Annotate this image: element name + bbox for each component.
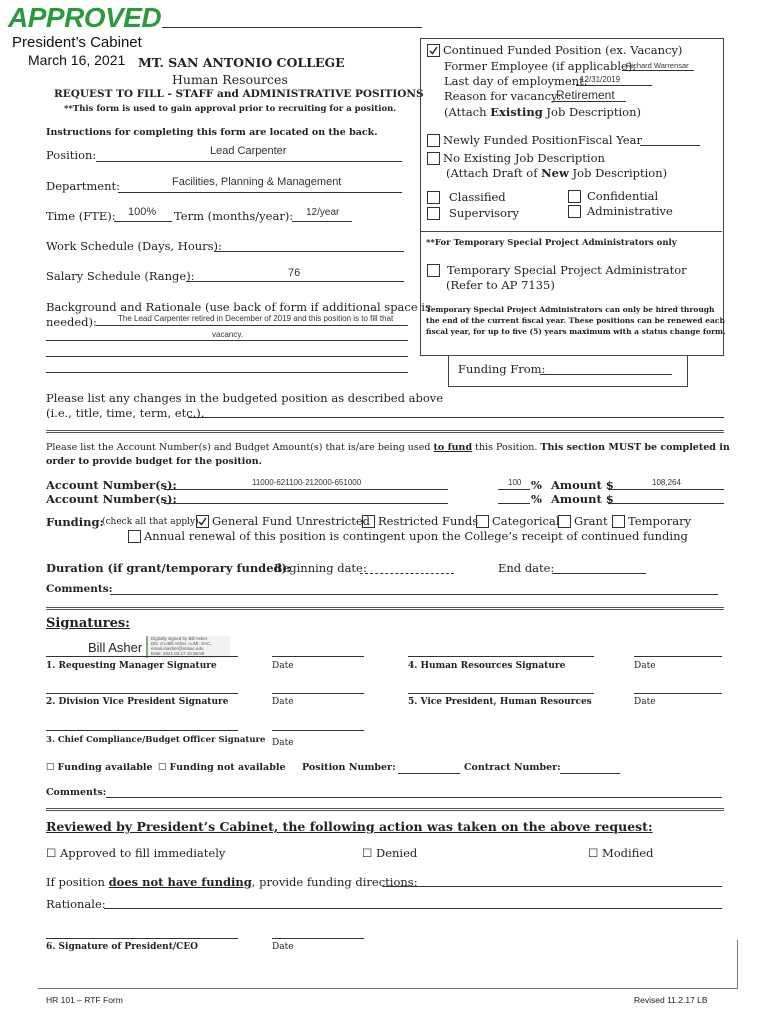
comments-label-1: Comments: [46, 583, 113, 595]
section-divider-1 [46, 430, 724, 433]
temporary-checkbox[interactable] [612, 515, 625, 528]
amount-field-1[interactable] [608, 489, 724, 490]
former-employee-field[interactable] [622, 70, 694, 71]
restricted-funds-label: Restricted Funds [378, 514, 479, 528]
background-value-1: The Lead Carpenter retired in December of 2019 and this position is to fill that [118, 314, 394, 323]
sig2-date-label: Date [272, 697, 294, 707]
account-label-1: Account Number(s): [46, 478, 177, 492]
stamp-underline [162, 27, 422, 28]
sig5-date-line[interactable] [634, 693, 722, 694]
funding-available-option[interactable]: ☐ Funding available [46, 762, 153, 773]
time-field[interactable] [114, 221, 172, 222]
sig5-line[interactable] [408, 693, 594, 694]
form-note: **This form is used to gain approval prior to recruiting for a position. [64, 104, 397, 114]
restricted-funds-option[interactable] [362, 514, 478, 529]
time-value: 100% [128, 206, 157, 218]
digital-line-2: DN: cn=Bill Asher, o=Mt. SAC, [151, 641, 212, 646]
background-label-2: needed): [46, 315, 97, 329]
background-value-2: vacancy. [212, 330, 243, 339]
review-title: Reviewed by President’s Cabinet, the following action was taken on the above request: [46, 819, 653, 834]
term-field[interactable] [292, 221, 352, 222]
comments-field-2[interactable] [106, 797, 722, 798]
background-label-1: Background and Rationale (use back of form if additional space is [46, 300, 431, 314]
sig3-line[interactable] [46, 730, 238, 731]
rationale-label: Rationale: [46, 897, 106, 911]
temp-note-3: fiscal year, for up to five (5) years maximum with a status change form. [426, 327, 726, 336]
categorical-label: Categorical [492, 514, 560, 528]
sig6-date-line[interactable] [272, 938, 364, 939]
supervisory-checkbox[interactable] [427, 207, 440, 220]
no-funding-label: If position does not have funding, provide funding directions: [46, 875, 418, 889]
funding-check-note: (check all that apply) [102, 517, 199, 527]
percent-field-1[interactable] [498, 489, 530, 490]
duration-label: Duration (if grant/temporary funded): [46, 561, 292, 575]
department-name: Human Resources [172, 72, 288, 87]
approved-stamp: APPROVED [8, 2, 162, 33]
department-value: Facilities, Planning & Management [172, 176, 342, 188]
position-number-field[interactable] [398, 773, 460, 774]
digital-line-3: email=basher@mtsac.edu [151, 646, 204, 651]
continued-label: Continued Funded Position (ex. Vacancy) [443, 43, 683, 57]
background-field-3[interactable] [46, 356, 408, 357]
no-existing-checkbox[interactable] [427, 152, 440, 165]
department-label: Department: [46, 179, 120, 193]
restricted-funds-checkbox[interactable] [362, 515, 375, 528]
position-number-label: Position Number: [302, 762, 396, 773]
amount-field-2[interactable] [608, 503, 724, 504]
general-fund-checkbox[interactable] [196, 515, 209, 528]
administrative-checkbox[interactable] [568, 205, 581, 218]
newly-funded-option[interactable] [427, 133, 578, 148]
salary-label: Salary Schedule (Range): [46, 269, 195, 283]
changes-label-2: (i.e., title, time, term, etc.). [46, 406, 205, 420]
no-existing-label: No Existing Job Description [443, 151, 605, 165]
account-instructions-2: order to provide budget for the position. [46, 456, 262, 467]
temp-note-1: Temporary Special Project Administrators can only be hired through [426, 305, 715, 314]
sig2-line[interactable] [46, 693, 238, 694]
temp-special-label: Temporary Special Project Administrator [447, 263, 687, 277]
footer-right-rule [737, 940, 738, 988]
background-field-4[interactable] [46, 372, 408, 373]
account-label-2: Account Number(s): [46, 492, 177, 506]
position-field[interactable] [96, 161, 402, 162]
temporary-label: Temporary [628, 514, 692, 528]
end-date-label: End date: [498, 561, 555, 575]
salary-value: 76 [288, 267, 301, 279]
approved-option[interactable]: ☐ Approved to fill immediately [46, 846, 226, 860]
annual-renewal-option[interactable] [128, 529, 688, 544]
grant-label: Grant [574, 514, 608, 528]
funding-not-available-option[interactable]: ☐ Funding not available [158, 762, 286, 773]
classified-label: Classified [449, 190, 506, 204]
administrative-label: Administrative [587, 204, 673, 218]
percent-label-2: % [531, 492, 542, 506]
sig1-date-line[interactable] [272, 656, 364, 657]
rationale-field[interactable] [104, 908, 722, 909]
last-day-field[interactable] [576, 85, 652, 86]
sig5-date-label: Date [634, 697, 656, 707]
grant-checkbox[interactable] [558, 515, 571, 528]
sig3-date-line[interactable] [272, 730, 364, 731]
percent-field-2[interactable] [498, 503, 530, 504]
department-field[interactable] [118, 192, 402, 193]
box-divider-temp [420, 231, 722, 232]
temp-note-2: the end of the current fiscal year. These positions can be renewed each [426, 316, 725, 325]
amount-label-2: Amount $ [551, 492, 614, 506]
reason-label: Reason for vacancy: [444, 89, 562, 103]
sig6-date-label: Date [272, 942, 294, 952]
classified-checkbox[interactable] [427, 191, 440, 204]
approved-checkbox[interactable]: ☐ [46, 846, 60, 860]
temp-special-option[interactable] [427, 263, 687, 278]
digital-line-4: Date: 2021.03.17 10:36:58 [151, 651, 205, 656]
temporary-option[interactable] [612, 514, 691, 529]
position-label: Position: [46, 148, 97, 162]
contract-number-label: Contract Number: [464, 762, 561, 773]
college-name: MT. SAN ANTONIO COLLEGE [138, 55, 345, 70]
end-date-field[interactable] [552, 573, 646, 574]
sig4-date-line[interactable] [634, 656, 722, 657]
categorical-option[interactable] [476, 514, 560, 529]
supervisory-option[interactable] [427, 206, 519, 221]
continued-checkbox[interactable] [427, 44, 440, 57]
grant-option[interactable] [558, 514, 608, 529]
confidential-option[interactable] [568, 189, 658, 204]
footer-revised: Revised 11.2.17 LB [634, 995, 708, 1005]
administrative-option[interactable] [568, 204, 673, 219]
no-existing-option[interactable] [427, 151, 605, 166]
sig3-date-label: Date [272, 738, 294, 748]
amount-value-1: 108,264 [652, 478, 681, 487]
sig1-label: 1. Requesting Manager Signature [46, 661, 217, 671]
beginning-date-label: Beginning date: [274, 561, 367, 575]
funding-from-label: Funding From: [458, 362, 546, 376]
denied-checkbox[interactable]: ☐ [362, 846, 376, 860]
confidential-checkbox[interactable] [568, 190, 581, 203]
sig3-label: 3. Chief Compliance/Budget Officer Signature [46, 735, 266, 745]
percent-value-1: 100 [508, 478, 522, 487]
time-label: Time (FTE): [46, 209, 116, 223]
signatures-title: Signatures: [46, 616, 130, 631]
fiscal-year-label: Fiscal Year [578, 133, 642, 147]
account-value-1: 11000-621100-212000-651000 [252, 478, 362, 487]
sig1-date-label: Date [272, 661, 294, 671]
denied-option[interactable]: ☐ Denied [362, 846, 418, 860]
general-fund-label: General Fund Unrestricted [212, 514, 371, 528]
section-divider-3 [46, 808, 724, 811]
supervisory-label: Supervisory [449, 206, 519, 220]
sig2-label: 2. Division Vice President Signature [46, 697, 229, 707]
comments-label-2: Comments: [46, 787, 107, 798]
term-value: 12/year [306, 207, 340, 218]
reason-value: Retirement [556, 88, 615, 102]
footer-form: HR 101 – RTF Form [46, 995, 123, 1005]
percent-label-1: % [531, 478, 542, 492]
section-divider-2 [46, 607, 724, 610]
sig5-label: 5. Vice President, Human Resources [408, 697, 592, 707]
annual-renewal-label: Annual renewal of this position is contingent upon the College’s receipt of continued funding [144, 529, 688, 543]
modified-option[interactable]: ☐ Modified [588, 846, 654, 860]
account-instructions-1: Please list the Account Number(s) and Budget Amount(s) that is/are being used to fund this Position. This section MUST be completed in [46, 442, 730, 453]
attach-new-text: (Attach Draft of New Job Description) [446, 166, 668, 180]
confidential-label: Confidential [587, 189, 659, 203]
last-day-value: 12/31/2019 [580, 75, 621, 84]
amount-label-1: Amount $ [551, 478, 614, 492]
sig4-label: 4. Human Resources Signature [408, 661, 566, 671]
former-employee-label: Former Employee (if applicable): [444, 59, 637, 73]
beginning-date-field[interactable] [360, 573, 454, 574]
account-field-1[interactable] [164, 489, 448, 490]
newly-funded-checkbox[interactable] [427, 134, 440, 147]
attach-existing-text: (Attach Existing Job Description) [444, 105, 641, 119]
general-fund-option[interactable] [196, 514, 370, 529]
temp-ref: (Refer to AP 7135) [446, 278, 555, 292]
sig4-line[interactable] [408, 656, 594, 657]
instructions-note: Instructions for completing this form are located on the back. [46, 127, 378, 138]
temp-special-checkbox[interactable] [427, 264, 440, 277]
funding-label: Funding: [46, 515, 104, 529]
funding-from-field[interactable] [540, 374, 672, 375]
footer-divider [38, 988, 738, 989]
background-field-1[interactable] [96, 325, 408, 326]
background-field-2[interactable] [46, 340, 408, 341]
classified-option[interactable] [427, 190, 506, 205]
sig1-line[interactable] [46, 656, 238, 657]
salary-field[interactable] [186, 281, 404, 282]
changes-label-1: Please list any changes in the budgeted position as described above [46, 391, 444, 405]
changes-field[interactable] [188, 417, 724, 418]
temp-header: **For Temporary Special Project Administrators only [426, 238, 677, 248]
stamp-date: March 16, 2021 [28, 52, 126, 68]
digital-line-1: Digitally signed by Bill Asher [151, 636, 208, 641]
digital-signature-stamp [146, 636, 230, 658]
sig2-date-line[interactable] [272, 693, 364, 694]
sig6-label: 6. Signature of President/CEO [46, 942, 199, 952]
continued-funded-option[interactable] [427, 43, 682, 58]
form-title: REQUEST TO FILL - STAFF and ADMINISTRATIVE POSITIONS [54, 88, 424, 100]
position-value: Lead Carpenter [210, 145, 287, 157]
former-employee-value: Richard Warrensar [626, 61, 689, 70]
work-schedule-label: Work Schedule (Days, Hours): [46, 239, 222, 253]
contract-number-field[interactable] [560, 773, 620, 774]
stamp-cabinet: President’s Cabinet [12, 34, 142, 51]
term-label: Term (months/year): [174, 209, 294, 223]
sig4-date-label: Date [634, 661, 656, 671]
no-funding-field[interactable] [382, 886, 722, 887]
annual-renewal-checkbox[interactable] [128, 530, 141, 543]
funding-available-checkbox[interactable]: ☐ [46, 762, 58, 773]
fiscal-year-field[interactable] [640, 145, 700, 146]
newly-funded-label: Newly Funded Position [443, 133, 578, 147]
funding-not-available-checkbox[interactable]: ☐ [158, 762, 170, 773]
signer-name: Bill Asher [88, 640, 143, 655]
categorical-checkbox[interactable] [476, 515, 489, 528]
last-day-label: Last day of employment: [444, 74, 588, 88]
modified-checkbox[interactable]: ☐ [588, 846, 602, 860]
sig6-line[interactable] [46, 938, 238, 939]
account-field-2[interactable] [164, 503, 448, 504]
work-schedule-field[interactable] [214, 251, 404, 252]
comments-field-1[interactable] [110, 594, 718, 595]
